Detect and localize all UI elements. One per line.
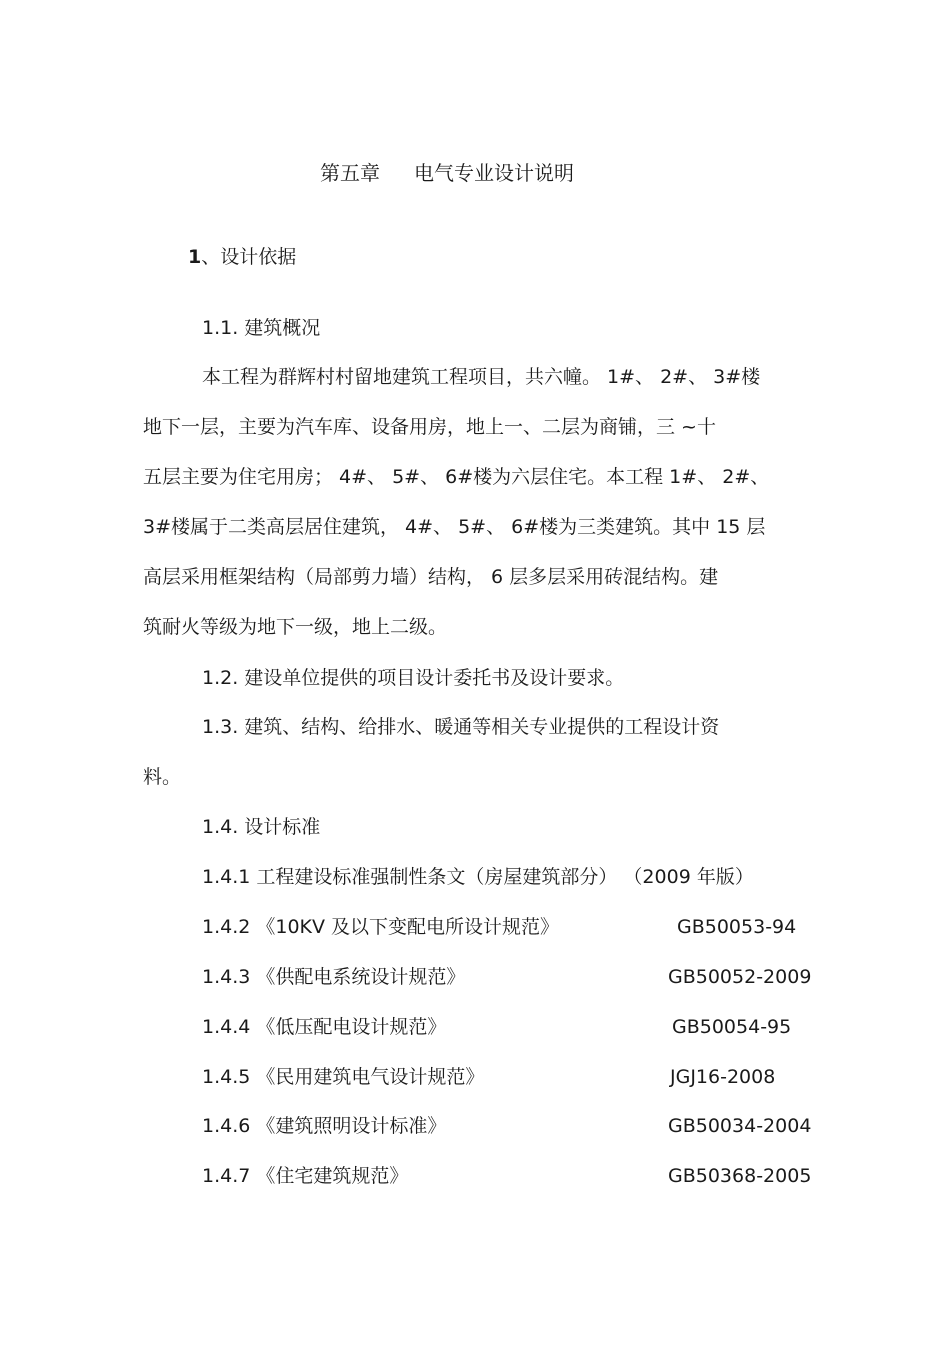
standard-item-name: 1.4.5 《民用建筑电气设计规范》 bbox=[202, 1066, 485, 1088]
paragraph-line: 3#楼属于二类高层居住建筑， 4#、 5#、 6#楼为三类建筑。其中 15 层 bbox=[143, 516, 766, 538]
subsection-1-1-heading: 1.1. 建筑概况 bbox=[202, 317, 321, 339]
standard-item-name: 1.4.3 《供配电系统设计规范》 bbox=[202, 966, 466, 988]
chapter-name: 电气专业设计说明 bbox=[414, 161, 574, 185]
standard-item-code: GB50052-2009 bbox=[668, 966, 812, 988]
chapter-title bbox=[320, 161, 574, 185]
subsection-1-3-continued: 料。 bbox=[143, 766, 182, 788]
subsection-1-3: 1.3. 建筑、结构、给排水、暖通等相关专业提供的工程设计资 bbox=[202, 716, 720, 738]
standard-item-code: GB50053-94 bbox=[677, 916, 797, 938]
paragraph-line: 本工程为群辉村村留地建筑工程项目，共六幢。 1#、 2#、 3#楼 bbox=[202, 366, 761, 388]
standard-item-code: GB50054-95 bbox=[672, 1016, 792, 1038]
standard-item-code: GB50368-2005 bbox=[668, 1165, 812, 1187]
subsection-1-4-heading: 1.4. 设计标准 bbox=[202, 816, 321, 838]
section-heading-1 bbox=[188, 245, 296, 269]
chapter-number: 第五章 bbox=[320, 161, 380, 185]
subsection-1-2: 1.2. 建设单位提供的项目设计委托书及设计要求。 bbox=[202, 667, 625, 689]
standard-item-code: GB50034-2004 bbox=[668, 1115, 812, 1137]
standard-item-name: 1.4.2 《10KV 及以下变配电所设计规范》 bbox=[202, 916, 560, 938]
standard-item-name: 1.4.6 《建筑照明设计标准》 bbox=[202, 1115, 447, 1137]
paragraph-line: 地下一层，主要为汽车库、设备用房，地上一、二层为商铺，三 ~十 bbox=[143, 416, 716, 438]
standard-item-name: 1.4.4 《低压配电设计规范》 bbox=[202, 1016, 447, 1038]
paragraph-line: 筑耐火等级为地下一级，地上二级。 bbox=[143, 616, 448, 638]
paragraph-line: 高层采用框架结构（局部剪力墙）结构， 6 层多层采用砖混结构。建 bbox=[143, 566, 719, 588]
standard-item-name: 1.4.1 工程建设标准强制性条文（房屋建筑部分） （2009 年版） bbox=[202, 866, 754, 888]
section-label: 、设计依据 bbox=[201, 246, 297, 268]
section-number: 1 bbox=[188, 246, 202, 268]
paragraph-line: 五层主要为住宅用房； 4#、 5#、 6#楼为六层住宅。本工程 1#、 2#、 bbox=[143, 466, 770, 488]
standard-item-code: JGJ16-2008 bbox=[670, 1066, 776, 1088]
standard-item-name: 1.4.7 《住宅建筑规范》 bbox=[202, 1165, 409, 1187]
